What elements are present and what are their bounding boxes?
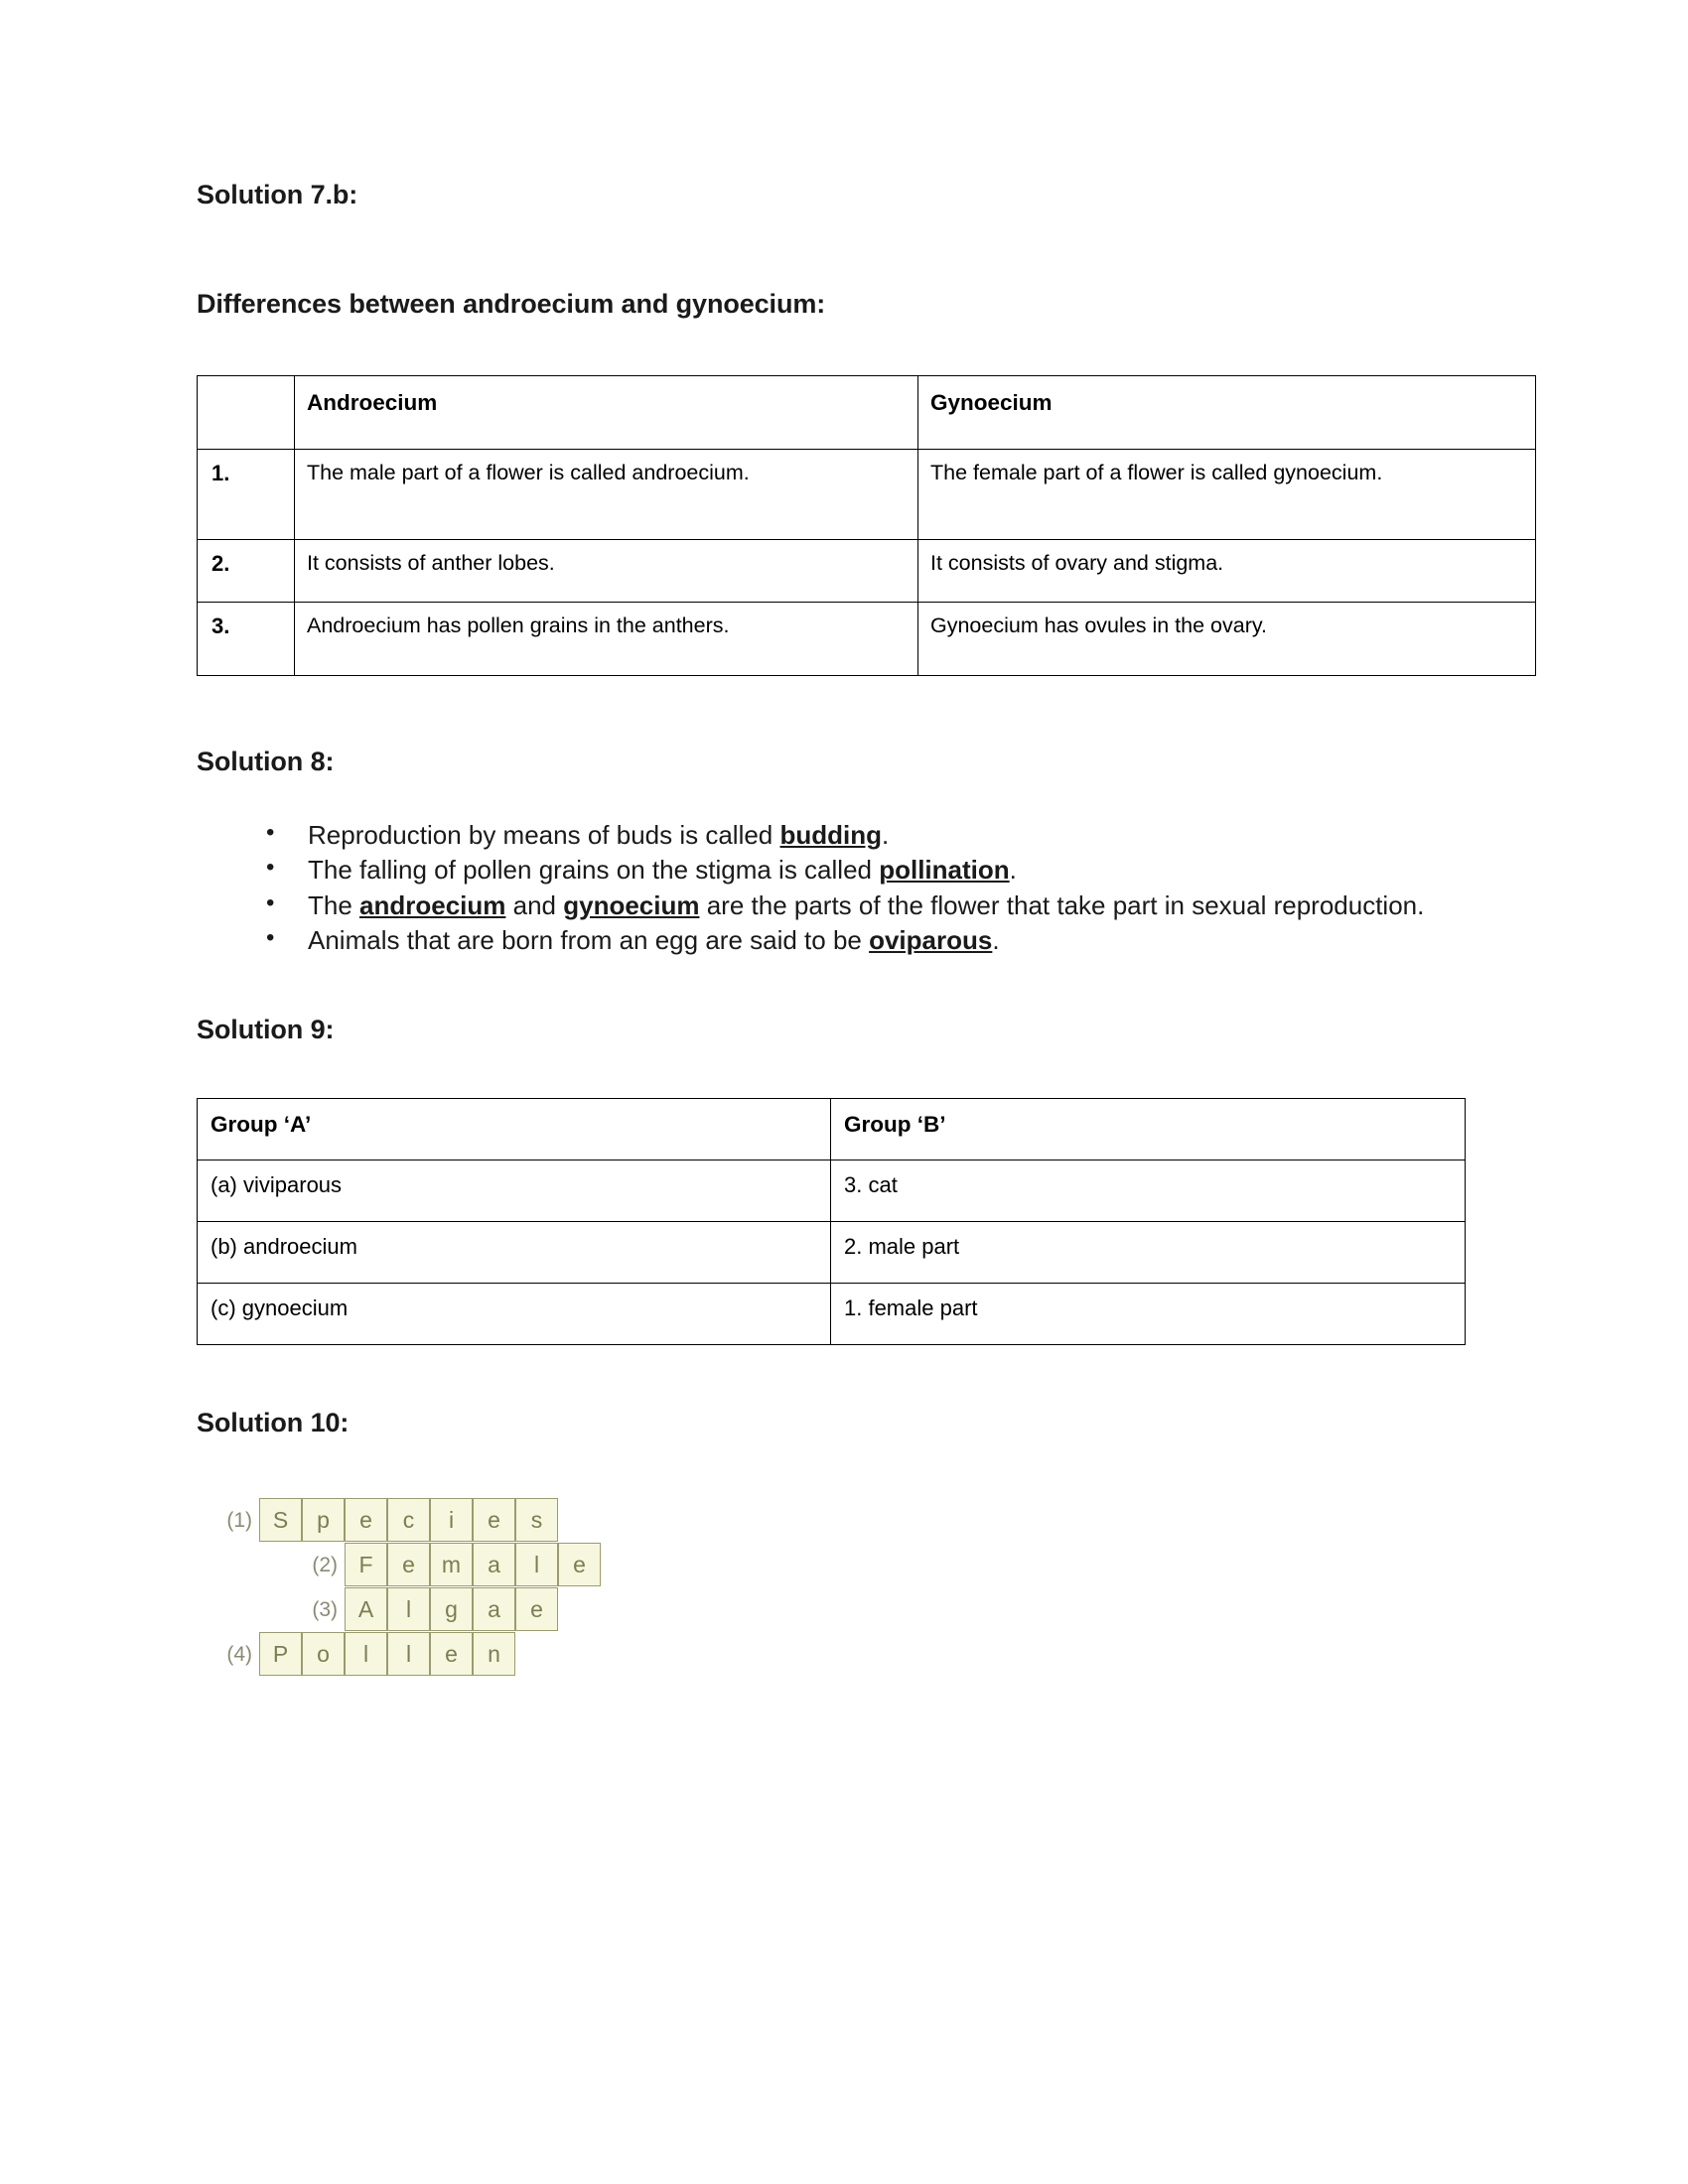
bullet-keyword: androecium bbox=[359, 889, 506, 920]
table-row bbox=[198, 539, 1536, 602]
cell-group-a: (b) androecium bbox=[198, 1221, 831, 1283]
row-number: 1. bbox=[198, 449, 295, 539]
crossword-cell: S bbox=[259, 1498, 302, 1542]
header-cell-index bbox=[198, 375, 295, 449]
crossword-cell: e bbox=[558, 1543, 601, 1586]
solution-8-block bbox=[197, 746, 1547, 957]
crossword-row-label: (1) bbox=[226, 1508, 252, 1532]
solution-8-heading: Solution 8: bbox=[197, 746, 335, 776]
cell-group-a: (a) viviparous bbox=[198, 1160, 831, 1221]
crossword-cell: e bbox=[387, 1543, 430, 1586]
crossword-cell: s bbox=[515, 1498, 558, 1542]
list-item bbox=[260, 889, 1547, 922]
solution-9-heading: Solution 9: bbox=[197, 1015, 335, 1045]
table-row bbox=[198, 449, 1536, 539]
bullet-text-pre: The falling of pollen grains on the stigma is called bbox=[308, 855, 880, 886]
crossword-cell: n bbox=[473, 1632, 515, 1676]
bullet-keyword: oviparous bbox=[869, 924, 993, 955]
crossword-row-4 bbox=[197, 1632, 515, 1676]
cell-androecium: Androecium has pollen grains in the anthers. bbox=[295, 602, 918, 675]
crossword-row-label: (3) bbox=[312, 1597, 338, 1621]
solution-10-block bbox=[197, 1407, 1547, 1682]
crossword-row-cells bbox=[345, 1543, 601, 1586]
crossword-cell: o bbox=[302, 1632, 345, 1676]
bullet-text-pre: Animals that are born from an egg are said to be bbox=[308, 924, 870, 955]
crossword-cell: a bbox=[473, 1587, 515, 1631]
solution-10-heading: Solution 10: bbox=[197, 1407, 350, 1437]
crossword-cell: e bbox=[430, 1632, 473, 1676]
crossword-row-1 bbox=[197, 1498, 558, 1542]
bullet-keyword: budding bbox=[779, 820, 883, 851]
cell-androecium: The male part of a flower is called androecium. bbox=[295, 449, 918, 539]
crossword-cell: P bbox=[259, 1632, 302, 1676]
row-number: 3. bbox=[198, 602, 295, 675]
bullet-text-post: . bbox=[1009, 855, 1017, 886]
table-row bbox=[198, 602, 1536, 675]
header-cell-androecium: Androecium bbox=[295, 375, 918, 449]
list-item bbox=[260, 924, 1547, 957]
crossword-cell: i bbox=[430, 1498, 473, 1542]
crossword-row-label: (2) bbox=[312, 1553, 338, 1576]
cell-group-b: 3. cat bbox=[831, 1160, 1466, 1221]
solution-8-bullet-list bbox=[197, 819, 1547, 957]
crossword-cell: m bbox=[430, 1543, 473, 1586]
table-header-row bbox=[198, 375, 1536, 449]
crossword-cell: l bbox=[345, 1632, 387, 1676]
crossword-row-label: (4) bbox=[226, 1642, 252, 1666]
table-row bbox=[198, 1160, 1466, 1221]
header-cell-gynoecium: Gynoecium bbox=[918, 375, 1536, 449]
crossword-row-cells bbox=[345, 1587, 558, 1631]
crossword-row-2 bbox=[282, 1543, 601, 1586]
crossword-cell: p bbox=[302, 1498, 345, 1542]
cell-group-b: 1. female part bbox=[831, 1283, 1466, 1344]
crossword-cell: e bbox=[515, 1587, 558, 1631]
table-row bbox=[198, 1221, 1466, 1283]
table-row bbox=[198, 1283, 1466, 1344]
bullet-text-post: . bbox=[882, 820, 890, 851]
solution-9-block bbox=[197, 1014, 1547, 1344]
crossword-cell: A bbox=[345, 1587, 387, 1631]
bullet-text-pre: The bbox=[308, 889, 360, 920]
crossword-cell: l bbox=[387, 1632, 430, 1676]
cell-group-a: (c) gynoecium bbox=[198, 1283, 831, 1344]
cell-group-b: 2. male part bbox=[831, 1221, 1466, 1283]
crossword-cell: c bbox=[387, 1498, 430, 1542]
cell-gynoecium: Gynoecium has ovules in the ovary. bbox=[918, 602, 1536, 675]
androecium-gynoecium-table-wrapper bbox=[197, 375, 1547, 676]
crossword-grid-image bbox=[197, 1498, 624, 1682]
androecium-gynoecium-table bbox=[197, 375, 1536, 676]
crossword-cell: g bbox=[430, 1587, 473, 1631]
crossword-cell: l bbox=[387, 1587, 430, 1631]
differences-subheading: Differences between androecium and gynoecium: bbox=[197, 289, 826, 320]
cell-gynoecium: The female part of a flower is called gynoecium. bbox=[918, 449, 1536, 539]
crossword-cell: a bbox=[473, 1543, 515, 1586]
header-cell-group-a: Group ‘A’ bbox=[198, 1098, 831, 1160]
bullet-text-mid: and bbox=[505, 889, 564, 920]
cell-androecium: It consists of anther lobes. bbox=[295, 539, 918, 602]
list-item bbox=[260, 854, 1547, 887]
crossword-row-cells bbox=[259, 1632, 515, 1676]
bullet-text-post: . bbox=[992, 924, 1000, 955]
bullet-text-post: are the parts of the flower that take part in sexual reproduction. bbox=[699, 889, 1425, 920]
crossword-row-cells bbox=[259, 1498, 558, 1542]
bullet-keyword: pollination bbox=[879, 855, 1010, 886]
bullet-keyword-2: gynoecium bbox=[563, 889, 700, 920]
bullet-text-pre: Reproduction by means of buds is called bbox=[308, 820, 780, 851]
table-header-row bbox=[198, 1098, 1466, 1160]
header-cell-group-b: Group ‘B’ bbox=[831, 1098, 1466, 1160]
cell-gynoecium: It consists of ovary and stigma. bbox=[918, 539, 1536, 602]
row-number: 2. bbox=[198, 539, 295, 602]
document-content bbox=[197, 179, 1547, 1682]
list-item bbox=[260, 819, 1547, 852]
crossword-cell: e bbox=[473, 1498, 515, 1542]
crossword-cell: e bbox=[345, 1498, 387, 1542]
group-match-table bbox=[197, 1098, 1466, 1345]
solution-7b-heading: Solution 7.b: bbox=[197, 180, 358, 209]
crossword-cell: F bbox=[345, 1543, 387, 1586]
group-match-table-wrapper bbox=[197, 1098, 1547, 1345]
crossword-cell: l bbox=[515, 1543, 558, 1586]
crossword-row-3 bbox=[282, 1587, 558, 1631]
